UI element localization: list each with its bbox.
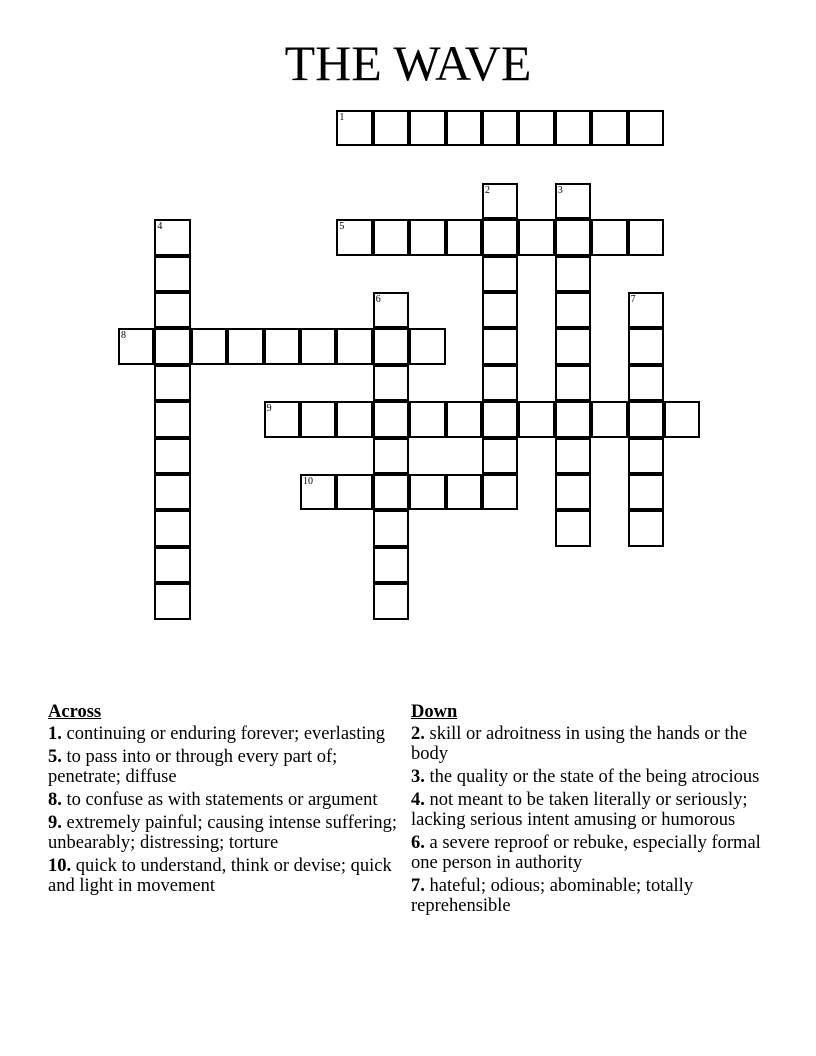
grid-cell[interactable] <box>628 110 664 146</box>
down-clue-7 <box>411 876 761 916</box>
grid-cell[interactable] <box>336 401 372 437</box>
cell-number: 1 <box>339 112 345 123</box>
grid-cell[interactable] <box>446 401 482 437</box>
clue-number: 9. <box>48 813 62 833</box>
grid-cell[interactable] <box>628 328 664 364</box>
grid-cell[interactable] <box>336 219 372 255</box>
grid-cell[interactable] <box>373 292 409 328</box>
across-clue-10 <box>48 856 398 896</box>
across-clue-9 <box>48 813 398 853</box>
cell-number: 7 <box>630 294 636 305</box>
cell-number: 10 <box>303 476 313 487</box>
grid-cell[interactable] <box>373 219 409 255</box>
grid-cell[interactable] <box>373 583 409 619</box>
grid-cell[interactable] <box>446 474 482 510</box>
grid-cell[interactable] <box>154 547 190 583</box>
clue-text: extremely painful; causing intense suffering; unbearably; distressing; torture <box>48 813 398 853</box>
grid-cell[interactable] <box>555 474 591 510</box>
down-clues <box>411 702 761 919</box>
grid-cell[interactable] <box>154 328 190 364</box>
down-clue-3 <box>411 767 761 787</box>
across-clue-5 <box>48 747 398 787</box>
down-heading: Down <box>411 702 458 722</box>
grid-cell[interactable] <box>154 583 190 619</box>
grid-cell[interactable] <box>555 256 591 292</box>
grid-cell[interactable] <box>555 183 591 219</box>
clue-number: 8. <box>48 790 62 810</box>
grid-cell[interactable] <box>409 219 445 255</box>
grid-cell[interactable] <box>373 510 409 546</box>
grid-cell[interactable] <box>664 401 700 437</box>
clue-text: not meant to be taken literally or seriously; lacking serious intent amusing or humorous <box>411 790 748 830</box>
clue-number: 7. <box>411 876 425 896</box>
cell-number: 6 <box>375 294 381 305</box>
grid-cell[interactable] <box>409 110 445 146</box>
grid-cell[interactable] <box>409 474 445 510</box>
grid-cell[interactable] <box>446 219 482 255</box>
grid-cell[interactable] <box>154 401 190 437</box>
clue-text: to confuse as with statements or argument <box>66 790 378 810</box>
grid-cell[interactable] <box>373 365 409 401</box>
grid-cell[interactable] <box>154 474 190 510</box>
grid-cell[interactable] <box>373 110 409 146</box>
clue-number: 3. <box>411 767 425 787</box>
cell-number: 4 <box>157 221 163 233</box>
grid-cell[interactable] <box>227 328 263 364</box>
grid-cell[interactable] <box>555 292 591 328</box>
clue-text: a severe reproof or rebuke, especially formal one person in authority <box>411 833 761 873</box>
grid-cell[interactable] <box>264 401 300 437</box>
grid-cell[interactable] <box>336 110 372 146</box>
cell-number: 2 <box>485 184 490 196</box>
grid-cell[interactable] <box>628 365 664 401</box>
grid-cell[interactable] <box>591 219 627 255</box>
clue-number: 1. <box>48 724 62 744</box>
clue-text: to pass into or through every part of; penetrate; diffuse <box>48 747 338 787</box>
clue-number: 4. <box>411 790 425 810</box>
grid-cell[interactable] <box>264 328 300 364</box>
cell-number: 8 <box>121 330 126 342</box>
cell-number: 5 <box>339 221 345 233</box>
grid-cell[interactable] <box>628 219 664 255</box>
grid-cell[interactable] <box>555 110 591 146</box>
grid-cell[interactable] <box>300 474 336 510</box>
grid-cell[interactable] <box>628 292 664 328</box>
cell-number: 9 <box>266 403 272 415</box>
grid-cell[interactable] <box>555 219 591 255</box>
grid-cell[interactable] <box>300 401 336 437</box>
grid-cell[interactable] <box>482 438 518 474</box>
grid-cell[interactable] <box>373 474 409 510</box>
grid-cell[interactable] <box>628 438 664 474</box>
grid-cell[interactable] <box>555 365 591 401</box>
cell-number: 3 <box>557 184 563 196</box>
across-clue-1 <box>48 724 398 744</box>
grid-cell[interactable] <box>154 292 190 328</box>
grid-cell[interactable] <box>482 328 518 364</box>
grid-cell[interactable] <box>591 110 627 146</box>
across-heading: Across <box>48 702 102 722</box>
grid-cell[interactable] <box>555 328 591 364</box>
clue-text: the quality or the state of the being atrocious <box>429 767 760 787</box>
grid-cell[interactable] <box>373 401 409 437</box>
grid-cell[interactable] <box>154 510 190 546</box>
grid-cell[interactable] <box>628 474 664 510</box>
grid-cell[interactable] <box>336 474 372 510</box>
grid-cell[interactable] <box>555 438 591 474</box>
grid-cell[interactable] <box>555 510 591 546</box>
grid-cell[interactable] <box>518 401 554 437</box>
grid-cell[interactable] <box>482 219 518 255</box>
clue-text: continuing or enduring forever; everlasting <box>66 724 386 744</box>
grid-cell[interactable] <box>628 510 664 546</box>
grid-cell[interactable] <box>482 401 518 437</box>
clue-text: hateful; odious; abominable; totally reprehensible <box>411 876 694 916</box>
grid-cell[interactable] <box>191 328 227 364</box>
grid-cell[interactable] <box>373 328 409 364</box>
grid-cell[interactable] <box>555 401 591 437</box>
grid-cell[interactable] <box>482 110 518 146</box>
clue-number: 6. <box>411 833 425 853</box>
clue-text: quick to understand, think or devise; quick and light in movement <box>48 856 392 896</box>
grid-cell[interactable] <box>300 328 336 364</box>
grid-cell[interactable] <box>446 110 482 146</box>
grid-cell[interactable] <box>409 401 445 437</box>
grid-cell[interactable] <box>154 219 190 255</box>
grid-cell[interactable] <box>154 365 190 401</box>
grid-cell[interactable] <box>482 474 518 510</box>
grid-cell[interactable] <box>628 401 664 437</box>
grid-cell[interactable] <box>409 328 445 364</box>
down-clue-4 <box>411 790 761 830</box>
grid-cell[interactable] <box>373 438 409 474</box>
grid-cell[interactable] <box>518 219 554 255</box>
across-clues <box>48 702 398 899</box>
clue-number: 5. <box>48 747 62 767</box>
clue-number: 2. <box>411 724 425 744</box>
down-clue-2 <box>411 724 761 764</box>
grid-cell[interactable] <box>482 292 518 328</box>
down-clue-6 <box>411 833 761 873</box>
grid-cell[interactable] <box>482 256 518 292</box>
grid-cell[interactable] <box>154 256 190 292</box>
across-clue-8 <box>48 790 398 810</box>
grid-cell[interactable] <box>373 547 409 583</box>
grid-cell[interactable] <box>336 328 372 364</box>
grid-cell[interactable] <box>154 438 190 474</box>
clue-text: skill or adroitness in using the hands or the body <box>411 724 748 764</box>
grid-cell[interactable] <box>591 401 627 437</box>
clue-number: 10. <box>48 856 72 876</box>
puzzle-title: THE WAVE <box>284 35 532 91</box>
grid-cell[interactable] <box>482 365 518 401</box>
grid-cell[interactable] <box>118 328 154 364</box>
grid-cell[interactable] <box>518 110 554 146</box>
grid-cell[interactable] <box>482 183 518 219</box>
